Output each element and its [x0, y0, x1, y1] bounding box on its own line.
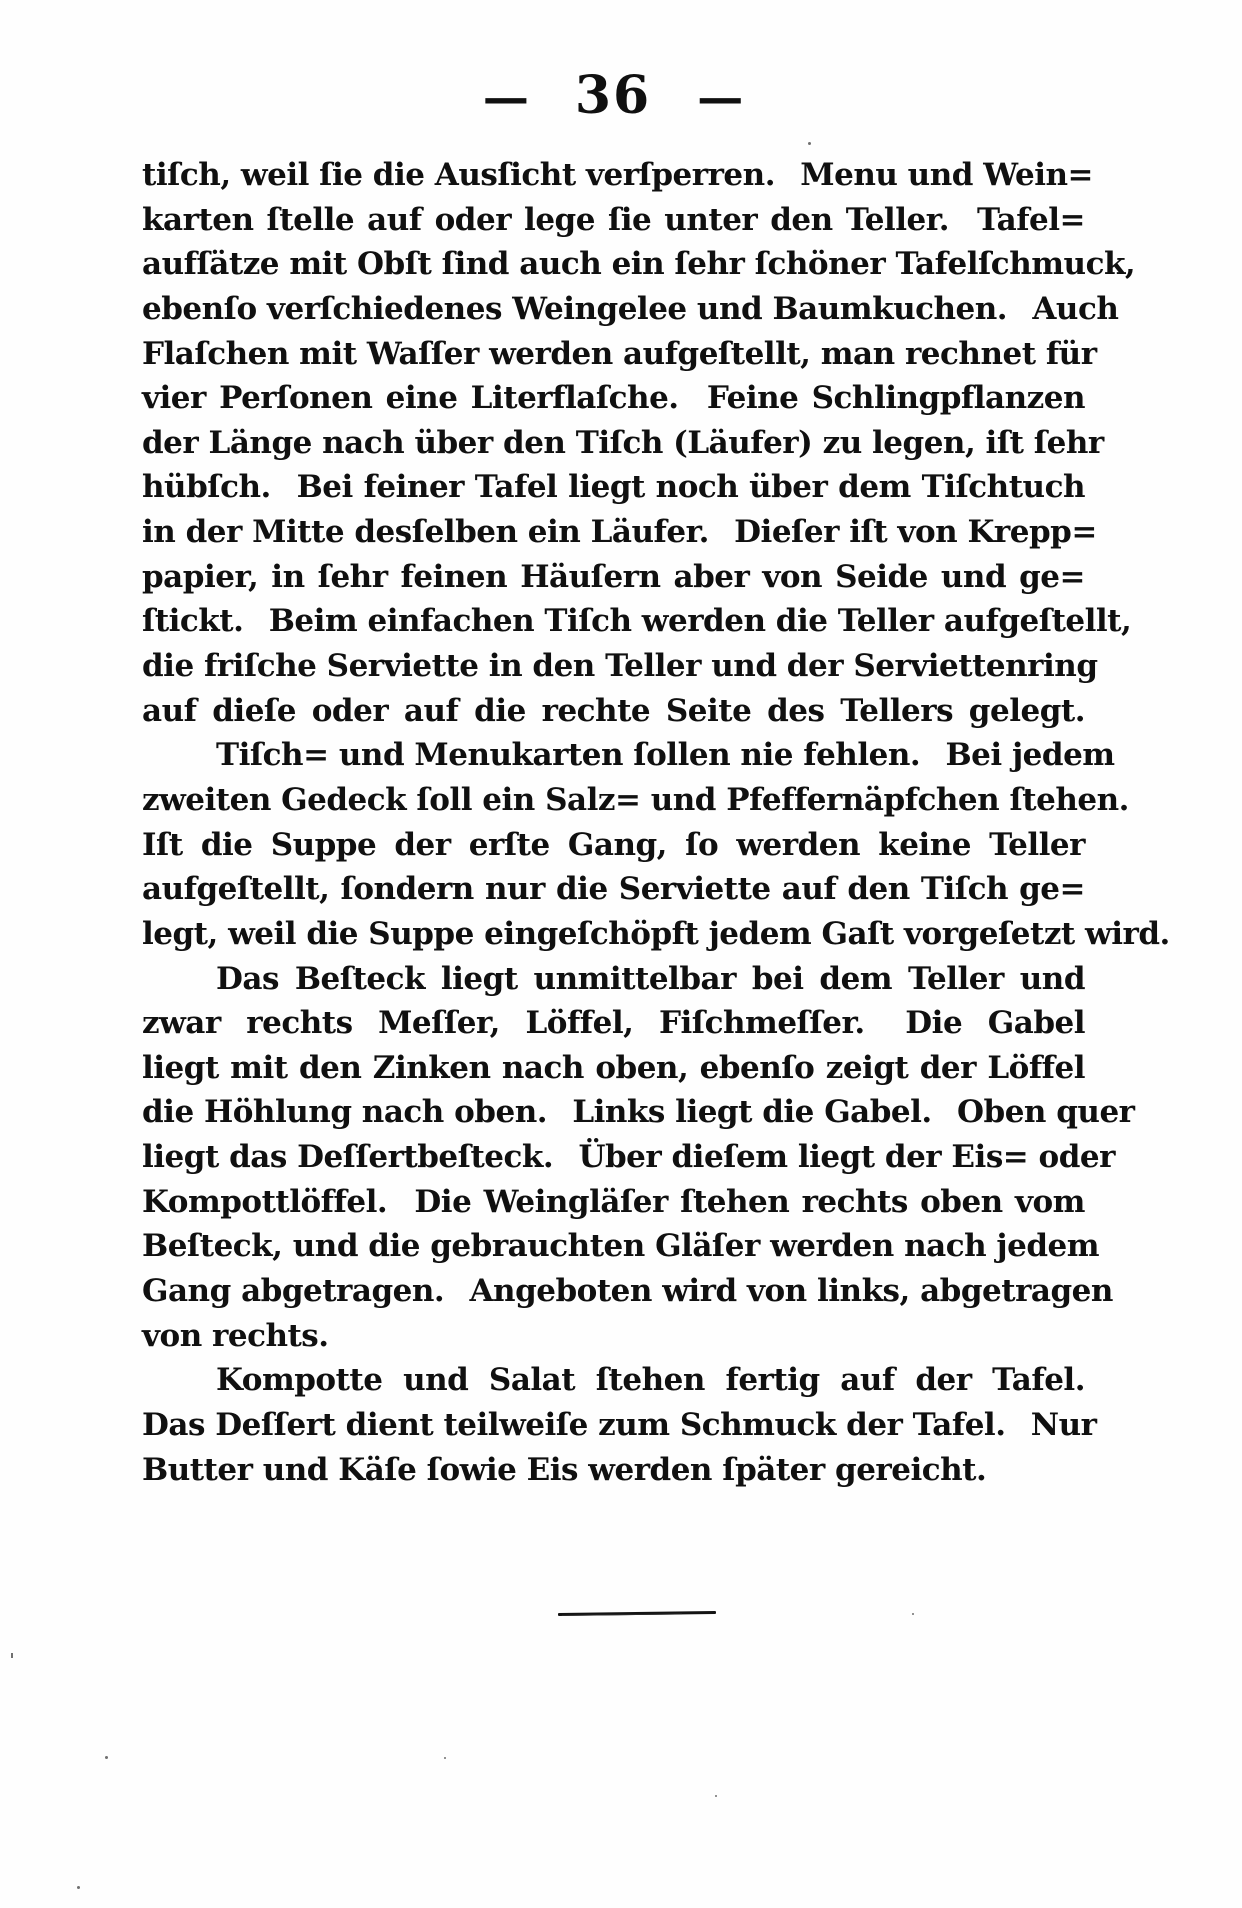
- text-line: zweiten Gedeck ſoll ein Salz= und Pfeffernäpfchen ſtehen.: [142, 781, 1129, 818]
- text-line: tiſch, weil ſie die Ausſicht verſperren. Menu und Wein=: [142, 157, 1094, 193]
- text-line: Butter und Käſe ſowie Eis werden ſpäter gereicht.: [142, 1451, 987, 1488]
- section-end-rule: [558, 1611, 716, 1616]
- page-header: [0, 65, 1234, 126]
- text-line: Das Beſteck liegt unmittelbar bei dem Teller und: [216, 960, 1085, 997]
- text-line: der Länge nach über den Tiſch (Läufer) zu legen, iſt ſehr: [142, 424, 1104, 461]
- text-line: Beſteck, und die gebrauchten Gläſer werden nach jedem: [142, 1228, 1100, 1265]
- ink-speck: [808, 142, 811, 145]
- ink-speck: [444, 1757, 446, 1759]
- text-line: Tiſch= und Menukarten ſollen nie fehlen. Bei jedem: [216, 737, 1115, 774]
- text-line: ebenſo verſchiedenes Weingelee und Baumkuchen. Auch: [142, 290, 1119, 327]
- text-line: die Höhlung nach oben. Links liegt die Gabel. Oben quer: [142, 1094, 1135, 1131]
- text-line: zwar rechts Meſſer, Löffel, Fiſchmeſſer. Die Gabel: [142, 1005, 1085, 1042]
- ink-speck: [11, 1653, 13, 1658]
- ink-speck: [105, 1756, 108, 1759]
- text-line: Kompottlöffel. Die Weingläſer ſtehen rechts oben vom: [142, 1183, 1085, 1220]
- text-line: legt, weil die Suppe eingeſchöpft jedem Gaſt vorgeſetzt wird.: [142, 915, 1170, 952]
- text-line: auf dieſe oder auf die rechte Seite des Tellers gelegt.: [142, 692, 1085, 729]
- text-line: Flaſchen mit Waſſer werden aufgeſtellt, man rechnet für: [142, 335, 1097, 372]
- text-line: Das Deſſert dient teilweiſe zum Schmuck der Tafel. Nur: [142, 1406, 1097, 1443]
- text-line: ſtickt. Beim einfachen Tiſch werden die Teller aufgeſtellt,: [142, 603, 1132, 640]
- text-line: Iſt die Suppe der erſte Gang, ſo werden keine Teller: [142, 826, 1085, 863]
- text-line: hübſch. Bei feiner Tafel liegt noch über dem Tiſchtuch: [142, 469, 1085, 506]
- text-line: liegt mit den Zinken nach oben, ebenſo zeigt der Löffel: [142, 1049, 1085, 1086]
- body-text: [142, 153, 1170, 1492]
- text-line: karten ſtelle auf oder lege ſie unter den Teller. Tafel=: [142, 201, 1085, 238]
- text-line: Kompotte und Salat ſtehen fertig auf der Tafel.: [216, 1362, 1085, 1399]
- text-line: vier Perſonen eine Literflaſche. Feine Schlingpflanzen: [142, 380, 1085, 417]
- text-line: die friſche Serviette in den Teller und der Serviettenring: [142, 648, 1098, 685]
- text-line: in der Mitte desſelben ein Läufer. Dieſer iſt von Krepp=: [142, 514, 1097, 551]
- text-line: papier, in ſehr feinen Häuſern aber von Seide und ge=: [142, 558, 1085, 595]
- ink-speck: [715, 1795, 717, 1797]
- text-line: aufgeſtellt, ſondern nur die Serviette auf den Tiſch ge=: [142, 871, 1085, 908]
- text-line: Gang abgetragen. Angeboten wird von links, abgetragen: [142, 1273, 1113, 1310]
- header-dash-right: —: [697, 70, 744, 124]
- ink-speck: [77, 1886, 80, 1889]
- ink-speck: [912, 1613, 914, 1615]
- text-line: von rechts.: [142, 1317, 329, 1354]
- page-number: 36: [574, 65, 652, 126]
- header-dash-left: —: [482, 70, 529, 124]
- text-line: liegt das Deſſertbeſteck. Über dieſem liegt der Eis= oder: [142, 1139, 1115, 1176]
- text-line: aufſätze mit Obſt ſind auch ein ſehr ſchöner Tafelſchmuck,: [142, 246, 1136, 283]
